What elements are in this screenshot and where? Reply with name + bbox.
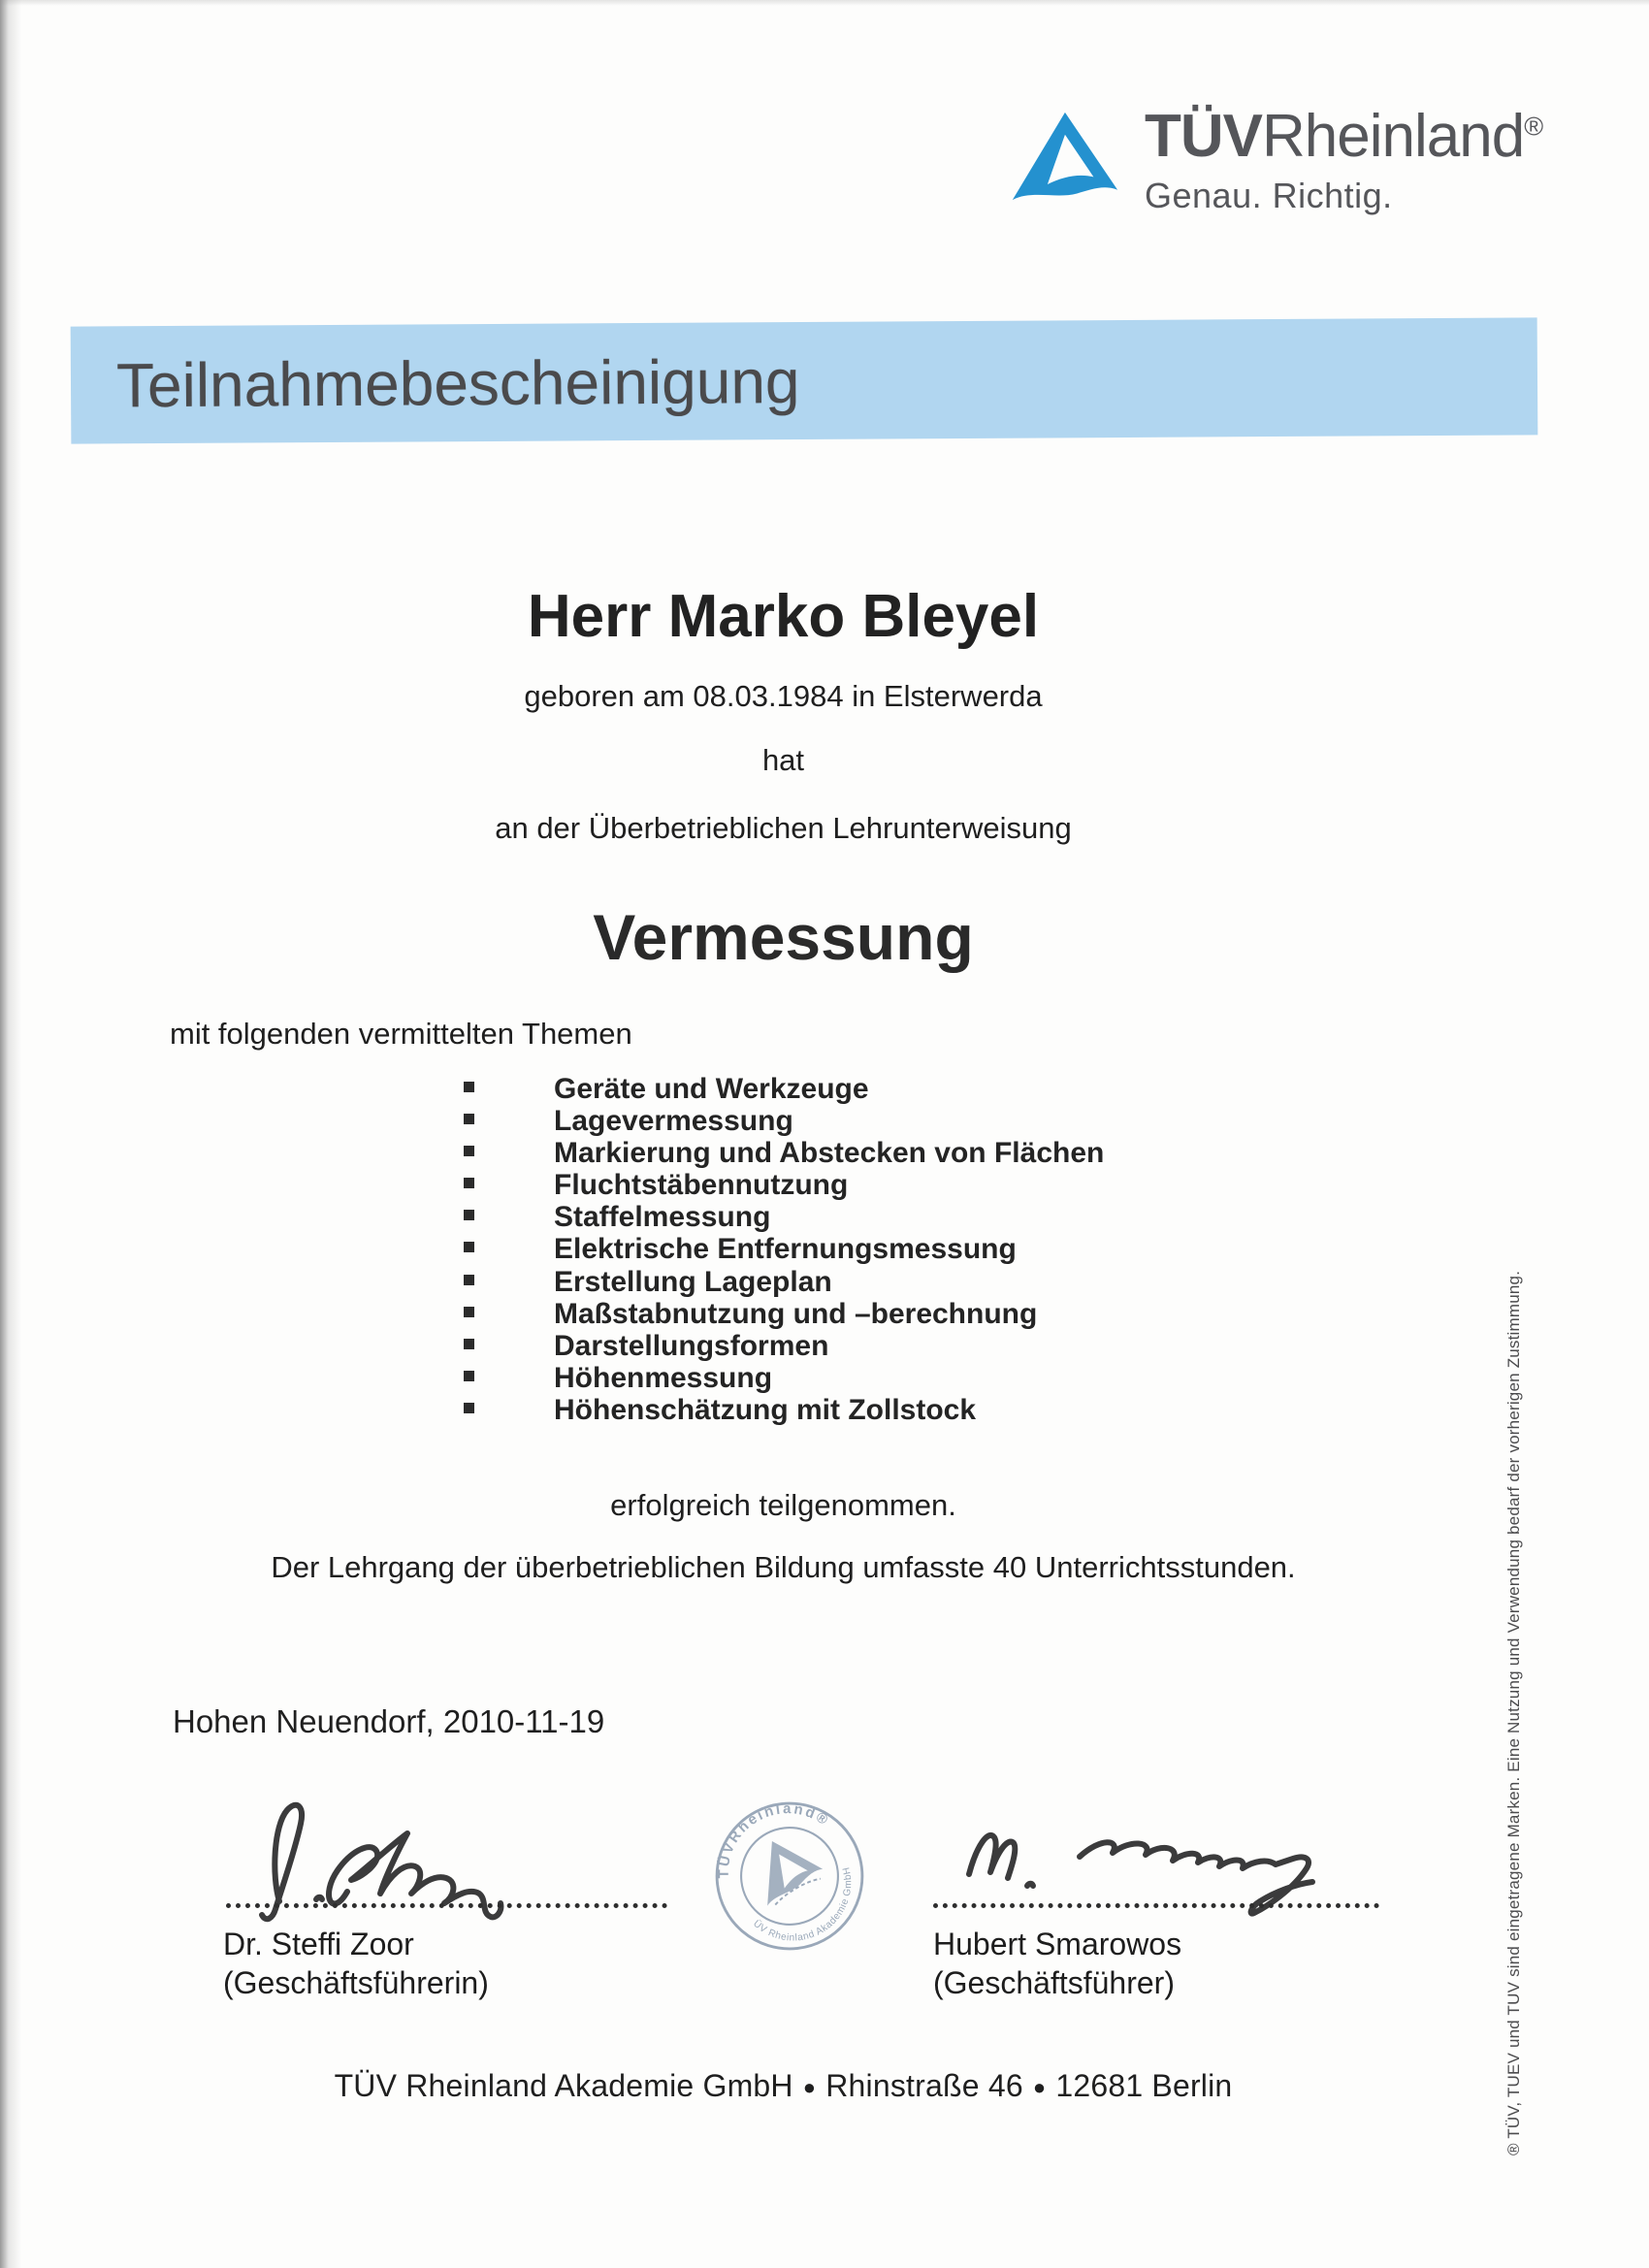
signatory-left bbox=[223, 1925, 489, 2002]
logo-rheinland: Rheinland bbox=[1262, 103, 1525, 170]
bullet-icon bbox=[464, 1371, 474, 1381]
logo-tagline: Genau. Richtig. bbox=[1145, 176, 1393, 215]
signature-left-ink bbox=[223, 1787, 572, 1923]
topic-item bbox=[464, 1201, 1104, 1233]
bullet-icon bbox=[464, 1242, 474, 1252]
signature-line-right bbox=[933, 1903, 1379, 1908]
topic-label: Erstellung Lageplan bbox=[554, 1265, 832, 1298]
footer-city: 12681 Berlin bbox=[1055, 2068, 1233, 2103]
svg-text:TÜV Rheinland Akademie GmbH bbox=[657, 1759, 874, 1981]
topic-label: Maßstabnutzung und –berechnung bbox=[554, 1297, 1038, 1330]
duration-line: Der Lehrgang der überbetrieblichen Bildung umfasste 40 Unterrichtsstunden. bbox=[271, 1550, 1296, 1584]
birth-line: geboren am 08.03.1984 in Elsterwerda bbox=[524, 679, 1043, 713]
bullet-icon bbox=[464, 1403, 474, 1413]
bullet-icon bbox=[464, 1146, 474, 1156]
topic-label: Staffelmessung bbox=[554, 1201, 771, 1234]
result-line: erfolgreich teilgenommen. bbox=[610, 1488, 956, 1522]
bullet-icon bbox=[464, 1178, 474, 1188]
topics-list bbox=[464, 1073, 1104, 1426]
logo-text bbox=[1145, 103, 1544, 216]
bullet-icon bbox=[464, 1210, 474, 1220]
topic-item bbox=[464, 1298, 1104, 1330]
stamp-triangle-icon bbox=[742, 1827, 827, 1909]
connector-word: hat bbox=[761, 743, 805, 777]
bullet-icon bbox=[464, 1275, 474, 1285]
document-title: Teilnahmebescheinigung bbox=[115, 345, 800, 420]
scan-edge-artifact bbox=[0, 0, 21, 2268]
signatory-right bbox=[933, 1925, 1181, 2002]
topic-item bbox=[464, 1105, 1104, 1137]
stamp-arc-bottom-text: TÜV Rheinland Akademie GmbH bbox=[657, 1829, 855, 1944]
course-intro: an der Überbetrieblichen Lehrunterweisung bbox=[495, 811, 1072, 845]
topic-label: Darstellungsformen bbox=[554, 1329, 829, 1362]
bullet-icon bbox=[464, 1114, 474, 1124]
topic-item bbox=[464, 1073, 1104, 1105]
topic-item bbox=[464, 1362, 1104, 1394]
course-title: Vermessung bbox=[593, 901, 974, 973]
recipient-name: Herr Marko Bleyel bbox=[527, 583, 1040, 650]
footer-separator-icon: ● bbox=[802, 2075, 817, 2099]
topic-label: Fluchtstäbennutzung bbox=[554, 1169, 849, 1202]
title-banner bbox=[71, 317, 1538, 443]
topic-label: Geräte und Werkzeuge bbox=[554, 1073, 869, 1105]
logo-wordmark bbox=[1145, 103, 1544, 170]
topic-label: Markierung und Abstecken von Flächen bbox=[554, 1137, 1105, 1170]
registered-mark-icon: ® bbox=[1524, 112, 1544, 142]
signatory-right-name: Hubert Smarowos bbox=[933, 1927, 1182, 1961]
topic-item bbox=[464, 1233, 1104, 1265]
tuv-rheinland-logo bbox=[1009, 103, 1544, 216]
topic-item bbox=[464, 1266, 1104, 1298]
topic-item bbox=[464, 1394, 1104, 1426]
bullet-icon bbox=[464, 1307, 474, 1317]
topic-label: Höhenschätzung mit Zollstock bbox=[554, 1393, 977, 1426]
bullet-icon bbox=[464, 1082, 474, 1092]
topic-label: Höhenmessung bbox=[554, 1361, 773, 1394]
footer-org: TÜV Rheinland Akademie GmbH bbox=[334, 2068, 793, 2103]
footer-separator-icon: ● bbox=[1032, 2075, 1047, 2099]
logo-tuv: TÜV bbox=[1145, 103, 1262, 170]
trademark-note: ® TÜV, TUEV und TUV sind eingetragene Marken. Eine Nutzung und Verwendung bedarf der vorherigen Zustimmung. bbox=[1504, 1270, 1523, 2155]
footer-address bbox=[78, 2068, 1489, 2104]
place-date: Hohen Neuendorf, 2010-11-19 bbox=[173, 1703, 605, 1739]
signatory-right-role: (Geschäftsführer) bbox=[933, 1965, 1175, 2000]
footer-street: Rhinstraße 46 bbox=[825, 2068, 1023, 2103]
scan-edge-artifact-top bbox=[0, 0, 1649, 6]
bullet-icon bbox=[464, 1339, 474, 1349]
signature-line-left bbox=[226, 1903, 667, 1908]
stamp-arc-top-text: TÜVRheinland® bbox=[716, 1801, 832, 1879]
signatory-left-role: (Geschäftsführerin) bbox=[223, 1965, 489, 2000]
topic-item bbox=[464, 1169, 1104, 1201]
signatory-left-name: Dr. Steffi Zoor bbox=[223, 1927, 414, 1961]
topic-label: Lagevermessung bbox=[554, 1105, 793, 1138]
topic-label: Elektrische Entfernungsmessung bbox=[554, 1233, 1017, 1266]
company-stamp bbox=[657, 1783, 883, 1969]
topics-intro: mit folgenden vermittelten Themen bbox=[170, 1017, 632, 1051]
topic-item bbox=[464, 1330, 1104, 1362]
topic-item bbox=[464, 1137, 1104, 1169]
tuv-triangle-icon bbox=[1009, 110, 1119, 204]
